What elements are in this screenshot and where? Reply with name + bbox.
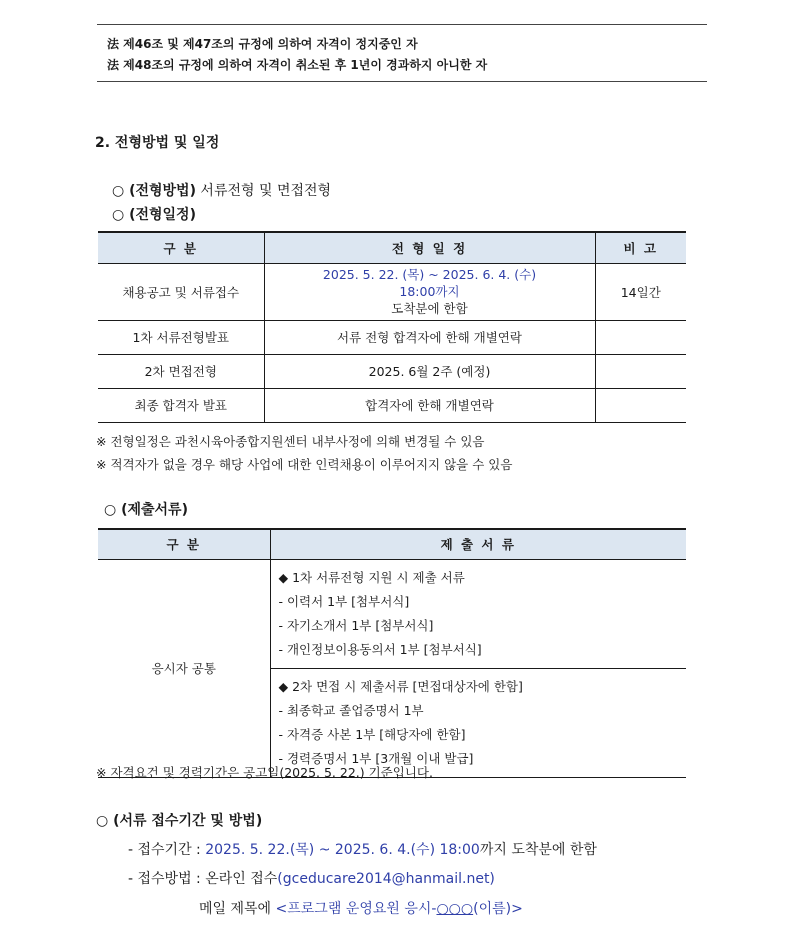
disqualification-box — [97, 24, 707, 82]
submission-method-label: - 접수방법 : 온라인 접수 — [128, 871, 278, 887]
documents-heading — [104, 499, 188, 519]
documents-heading-label: ○ (제출서류) — [104, 502, 188, 518]
row-note: 14일간 — [595, 263, 686, 320]
documents-note: ※ 자격요건 및 경력기간은 공고일(2025. 5. 22.) 기준입니다. — [96, 765, 433, 780]
method-line — [112, 180, 331, 200]
row-schedule: 2025. 6월 2주 (예정) — [264, 354, 595, 388]
mail-subject-suffix: (이름)> — [473, 901, 523, 917]
submission-period-label: - 접수기간 : — [128, 842, 206, 858]
schedule-note-1: ※ 전형일정은 과천시육아종합지원센터 내부사정에 의해 변경될 수 있음 — [96, 434, 485, 449]
documents-header-category: 구 분 — [98, 529, 270, 559]
row-note — [595, 388, 686, 422]
table-row — [98, 263, 686, 320]
schedule-deadline-time: 18:00까지 — [399, 284, 460, 299]
schedule-table — [98, 231, 686, 423]
list-item: - 최종학교 졸업증명서 1부 — [278, 702, 424, 718]
schedule-deadline-note: 도착분에 한함 — [391, 301, 468, 316]
schedule-header-category: 구 분 — [98, 232, 264, 263]
documents-table — [98, 528, 686, 778]
table-row — [98, 354, 686, 388]
schedule-note-2: ※ 적격자가 없을 경우 해당 사업에 대한 인력채용이 이루어지지 않을 수 있음 — [96, 457, 513, 472]
row-category: 2차 면접전형 — [98, 354, 264, 388]
row-schedule — [264, 263, 595, 320]
mail-subject-value — [276, 901, 523, 917]
table-row — [98, 320, 686, 354]
submission-heading-label: ○ (서류 접수기간 및 방법) — [96, 813, 263, 829]
documents-group-2-title: ◆ 2차 면접 시 제출서류 [면접대상자에 한함] — [278, 678, 523, 694]
submission-period-line — [128, 839, 597, 859]
row-note — [595, 320, 686, 354]
list-item: - 이력서 1부 [첨부서식] — [278, 593, 410, 609]
documents-group-2 — [270, 668, 686, 777]
table-row — [98, 388, 686, 422]
table-row — [98, 559, 686, 668]
documents-header-docs: 제 출 서 류 — [270, 529, 686, 559]
mail-subject-line — [199, 898, 523, 918]
submission-period-value: 2025. 5. 22.(목) ~ 2025. 6. 4.(수) 18:00 — [205, 842, 480, 858]
submission-period-suffix: 까지 도착분에 한함 — [479, 842, 597, 858]
list-item: - 자기소개서 1부 [첨부서식] — [278, 617, 434, 633]
schedule-header-note: 비 고 — [595, 232, 686, 263]
documents-group-1 — [270, 559, 686, 668]
method-label: ○ (전형방법) — [112, 183, 196, 199]
list-item: - 자격증 사본 1부 [해당자에 한함] — [278, 726, 466, 742]
method-text: 서류전형 및 면접전형 — [195, 183, 332, 199]
list-item: - 개인정보이용동의서 1부 [첨부서식] — [278, 641, 482, 657]
schedule-header-schedule: 전 형 일 정 — [264, 232, 595, 263]
row-schedule: 서류 전형 합격자에 한해 개별연락 — [264, 320, 595, 354]
mail-subject-label: 메일 제목에 — [199, 901, 276, 917]
submission-method-line — [128, 868, 495, 888]
submission-heading — [96, 810, 262, 830]
row-schedule: 합격자에 한해 개별연락 — [264, 388, 595, 422]
schedule-date-range: 2025. 5. 22. (목) ~ 2025. 6. 4. (수) — [322, 267, 537, 282]
disqualification-line-1: 法 제46조 및 제47조의 규정에 의하여 자격이 정지중인 자 — [107, 37, 418, 51]
schedule-heading — [112, 204, 196, 224]
mail-subject-prefix: <프로그램 운영요원 응시- — [275, 901, 437, 917]
disqualification-line-2: 法 제48조의 규정에 의하여 자격이 취소된 후 1년이 경과하지 아니한 자 — [107, 58, 488, 72]
row-category: 최종 합격자 발표 — [98, 388, 264, 422]
list-item: - 경력증명서 1부 [3개월 이내 발급] — [278, 750, 474, 766]
documents-category: 응시자 공통 — [98, 559, 270, 777]
row-note — [595, 354, 686, 388]
documents-header-row — [98, 529, 686, 559]
row-category: 1차 서류전형발표 — [98, 320, 264, 354]
schedule-heading-label: ○ (전형일정) — [112, 207, 196, 223]
row-category: 채용공고 및 서류접수 — [98, 263, 264, 320]
section-title: 2. 전형방법 및 일정 — [95, 135, 220, 151]
mail-subject-name-placeholder: ○○○ — [436, 901, 474, 917]
submission-email[interactable]: (gceducare2014@hanmail.net) — [277, 871, 495, 887]
documents-group-1-title: ◆ 1차 서류전형 지원 시 제출 서류 — [278, 569, 465, 585]
schedule-header-row — [98, 232, 686, 263]
